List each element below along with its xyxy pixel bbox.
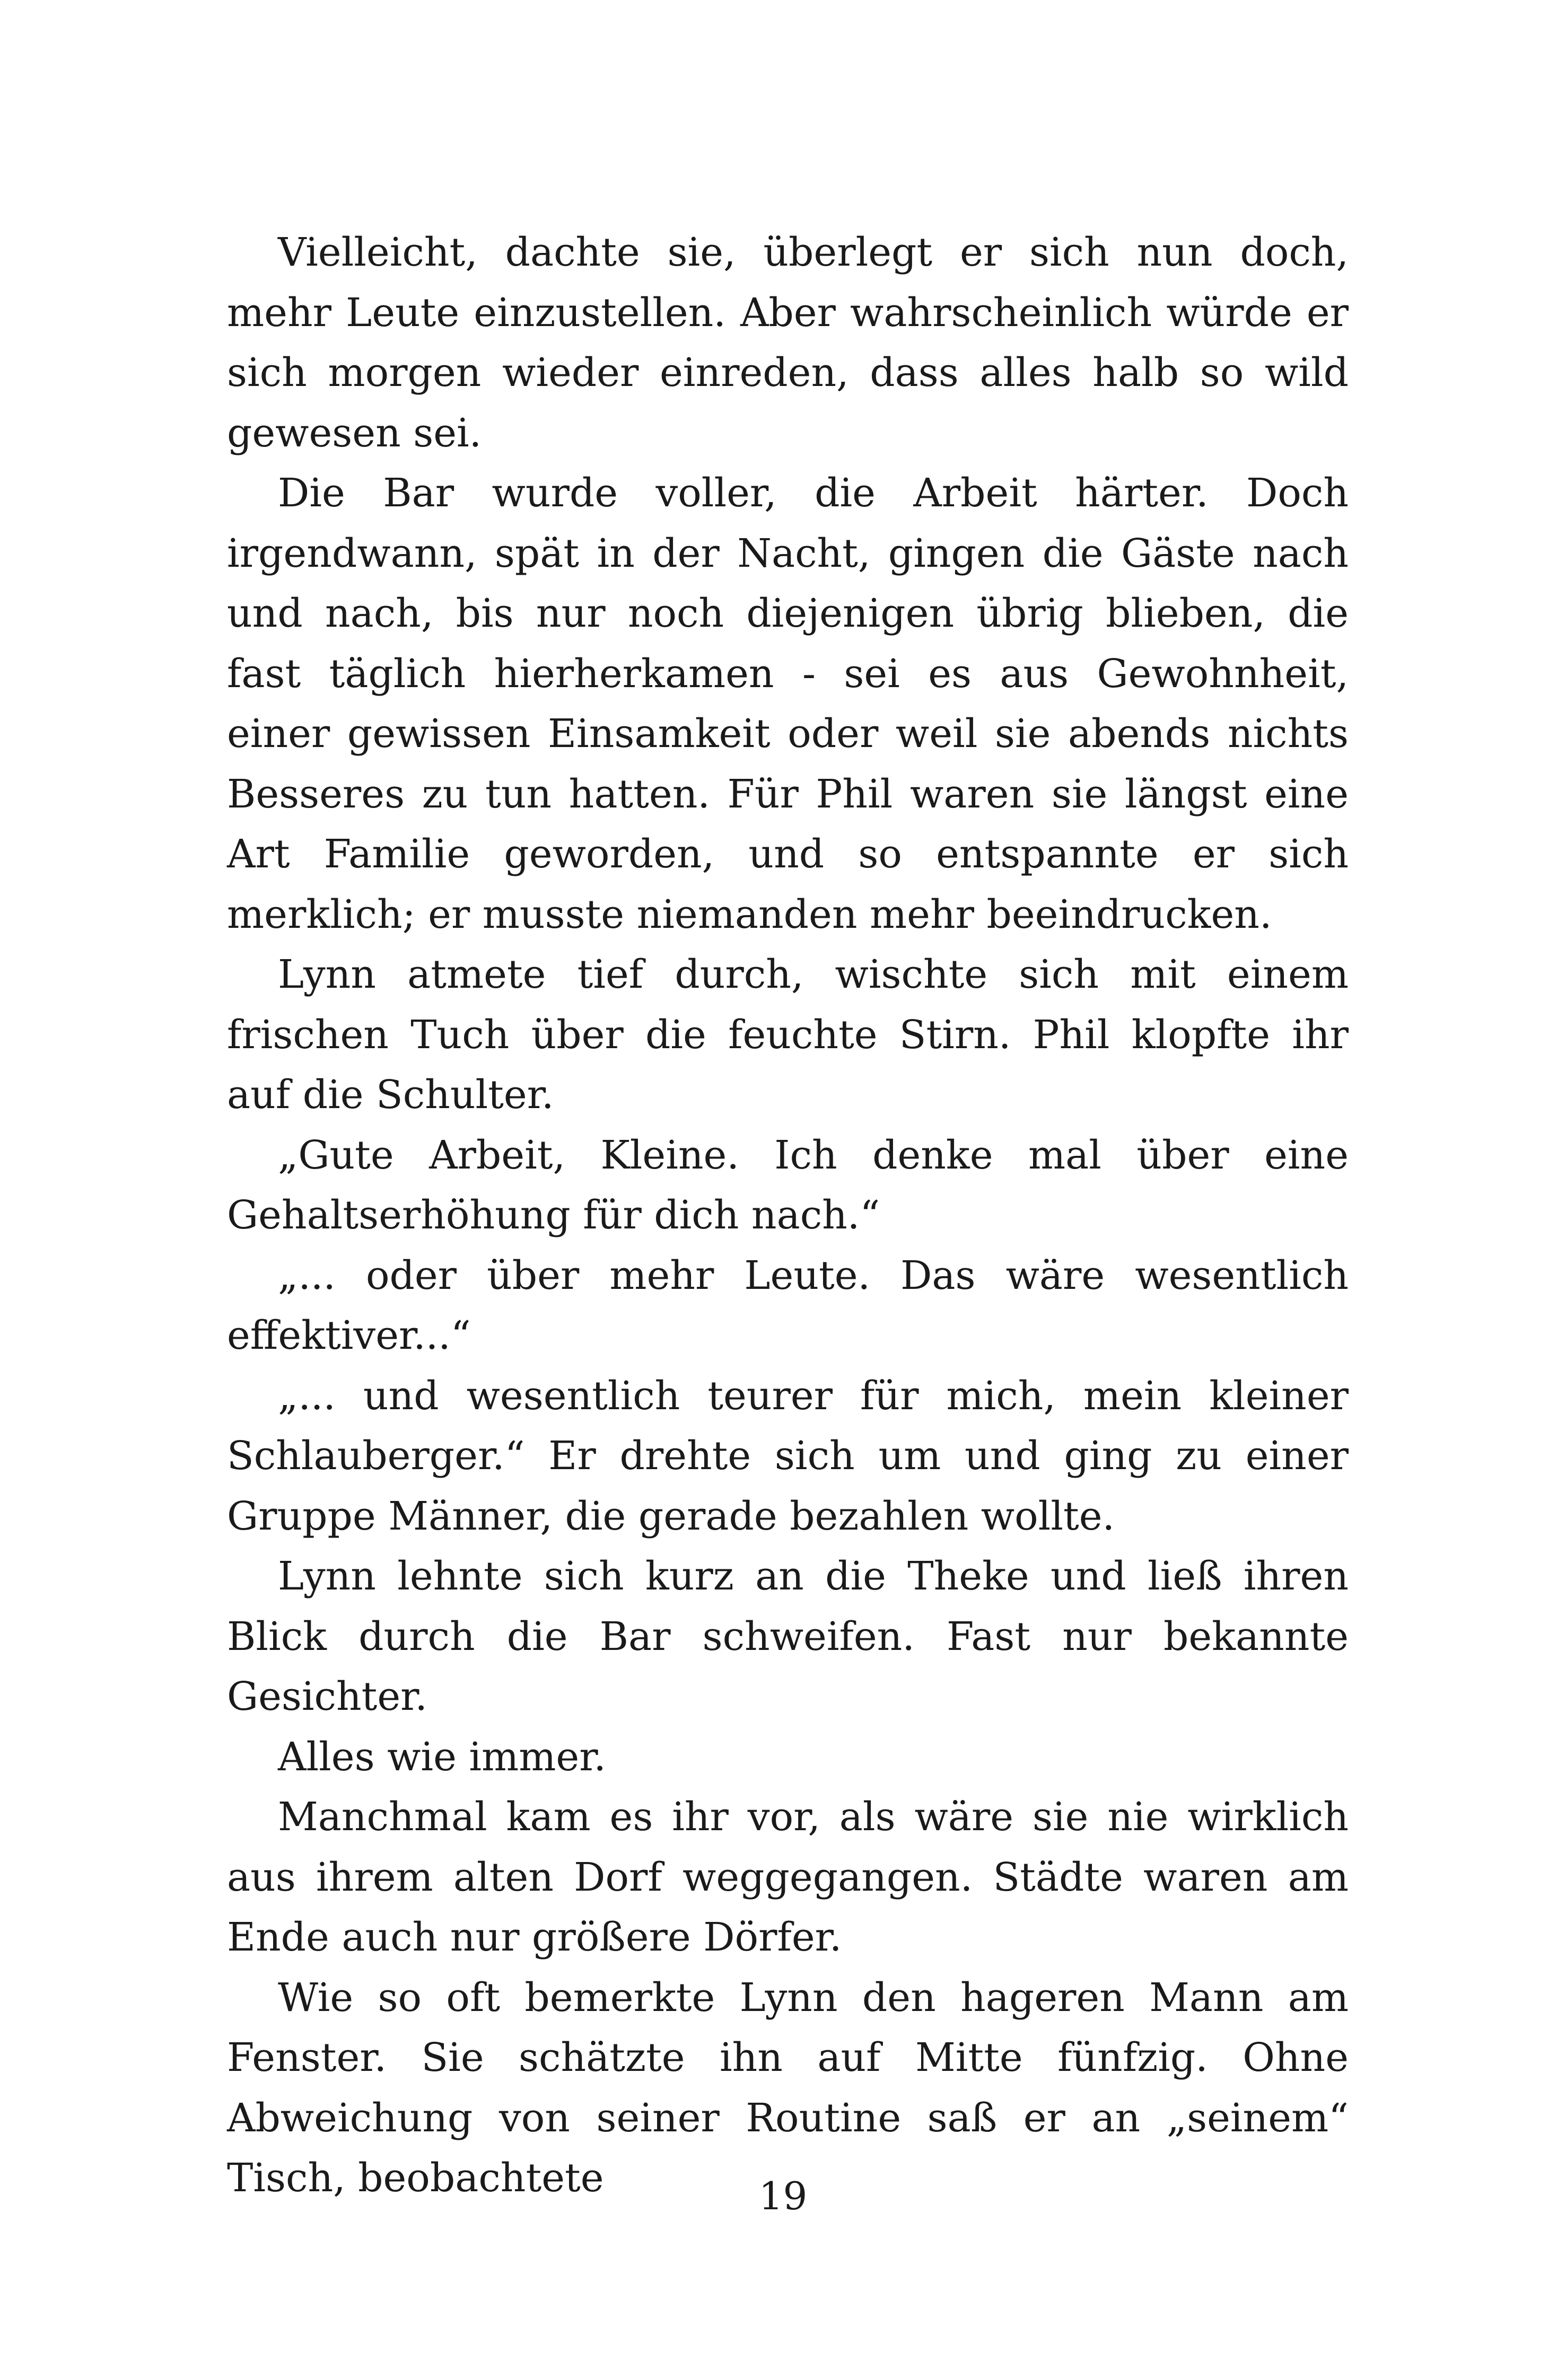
- page-number: 19: [758, 2174, 808, 2218]
- paragraph: „... und wesentlich teurer für mich, mein kleiner Schlauberger.“ Er drehte sich um und ging zu einer Gruppe Männer, die gerade bezahlen wollte.: [227, 1373, 1349, 1539]
- paragraph: Lynn atmete tief durch, wischte sich mit einem frischen Tuch über die feuchte Stirn. Phil klopfte ihr auf die Schulter.: [227, 952, 1349, 1118]
- paragraph: Alles wie immer.: [278, 1734, 606, 1780]
- body-text: [227, 223, 1349, 2209]
- paragraph: Vielleicht, dachte sie, überlegt er sich nun doch, mehr Leute einzustellen. Aber wahrscheinlich würde er sich morgen wieder einreden, dass alles halb so wild gewesen sei.: [227, 230, 1349, 456]
- paragraph: „... oder über mehr Leute. Das wäre wesentlich effektiver...“: [227, 1252, 1349, 1358]
- paragraph: Wie so oft bemerkte Lynn den hageren Mann am Fenster. Sie schätzte ihn auf Mitte fünfzig. Ohne Abweichung von seiner Routine saß er an „seinem“ Tisch, beobachtete: [227, 1974, 1349, 2201]
- paragraph: „Gute Arbeit, Kleine. Ich denke mal über eine Gehaltserhöhung für dich nach.“: [227, 1132, 1349, 1238]
- paragraph: Manchmal kam es ihr vor, als wäre sie nie wirklich aus ihrem alten Dorf weggegangen. Städte waren am Ende auch nur größere Dörfer.: [227, 1794, 1349, 1960]
- paragraph: Die Bar wurde voller, die Arbeit härter. Doch irgendwann, spät in der Nacht, gingen die Gäste nach und nach, bis nur noch diejenigen übrig blieben, die fast täglich hierherkamen - sei es aus Gewohnheit, einer gewissen Einsamkeit oder weil sie abends nichts Besseres zu tun hatten. Für Phil waren sie längst eine Art Familie geworden, und so entspannte er sich merklich; er musste niemanden mehr beeindrucken.: [227, 470, 1349, 937]
- paragraph: Lynn lehnte sich kurz an die Theke und ließ ihren Blick durch die Bar schweifen. Fast nur bekannte Gesichter.: [227, 1553, 1349, 1719]
